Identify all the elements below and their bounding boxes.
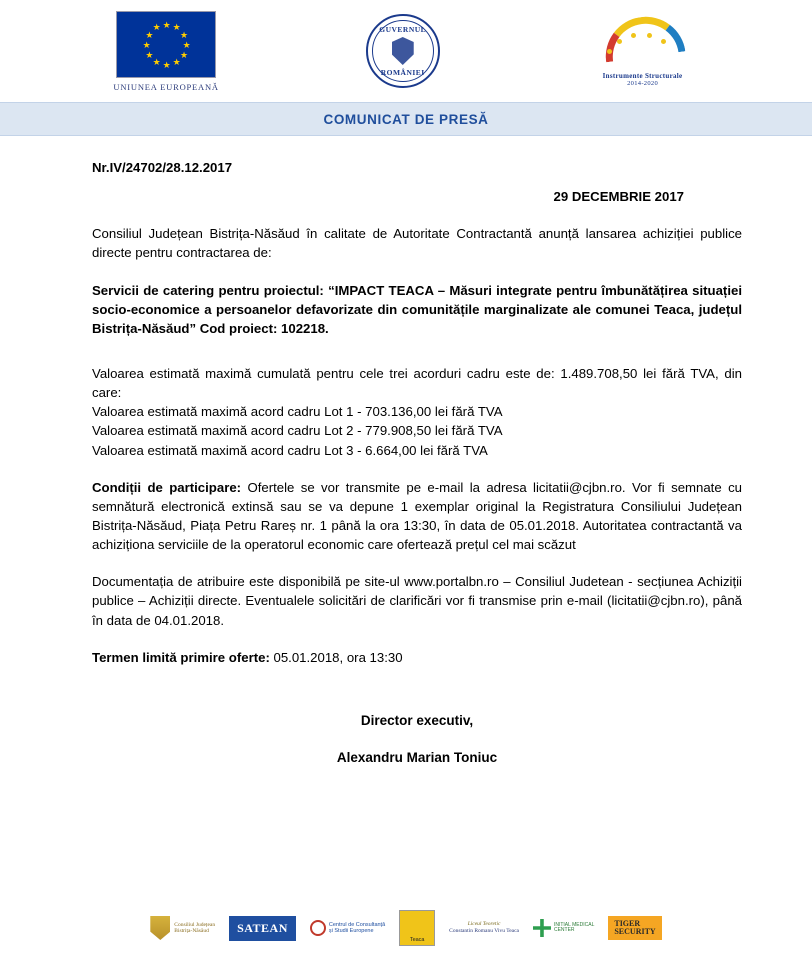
document-body bbox=[0, 136, 812, 768]
tiger-security-logo-icon bbox=[608, 916, 661, 941]
signature-name: Alexandru Marian Toniuc bbox=[336, 750, 498, 766]
conditions-text: Ofertele se vor transmite pe e-mail la adresa licitatii@cjbn.ro. Vor fi semnate cu semnătură electronică extinsă sau se va depune 1 exemplar original la Registratura Consiliului Județean Bistrița-Năsăud, Piața Petru Rareș nr. 1 până la ora 13:30, în data de 05.01.2018. Autoritatea contractantă va achiziționa serviciile de la operatorul economic care ofertează prețul cel mai scăzut bbox=[92, 479, 742, 553]
tiger-logo-line1: TIGER bbox=[614, 918, 641, 928]
eu-star-icon: ★ bbox=[152, 56, 161, 67]
si-arc-shape bbox=[600, 12, 685, 63]
deadline-paragraph bbox=[92, 648, 742, 667]
signature-block bbox=[92, 711, 742, 768]
subject-label: Servicii de catering pentru proiectul: bbox=[92, 282, 324, 298]
structural-instruments-logo-slot bbox=[587, 15, 699, 87]
conditions-label: Condiții de participare: bbox=[92, 479, 242, 495]
deadline-value: 05.01.2018, ora 13:30 bbox=[269, 649, 403, 665]
si-star-dot bbox=[631, 33, 636, 38]
eu-star-icon: ★ bbox=[182, 39, 191, 50]
eu-star-icon: ★ bbox=[179, 49, 189, 60]
medical-logo-line1: INITIAL MEDICAL bbox=[553, 921, 595, 928]
estimated-values-block bbox=[92, 364, 742, 460]
liceul-teoretic-logo-icon bbox=[449, 921, 519, 934]
school-logo-line2: Constantin Romanu Vivu Teaca bbox=[449, 928, 519, 934]
lot1-value-line: Valoarea estimată maximă acord cadru Lot 1 - 703.136,00 lei fără TVA bbox=[92, 404, 503, 420]
eu-flag-icon bbox=[116, 11, 216, 78]
eu-star-icon: ★ bbox=[145, 49, 154, 60]
gov-seal-top-text: GUVERNUL bbox=[379, 25, 427, 34]
si-logo-line2: 2014-2020 bbox=[627, 80, 658, 87]
gov-seal-bottom-text: ROMÂNIEI bbox=[380, 68, 425, 77]
school-logo-line1: Liceul Teoretic bbox=[467, 921, 501, 928]
deadline-label: Termen limită primire oferte: bbox=[92, 649, 270, 665]
si-star-dot bbox=[647, 33, 652, 38]
eu-logo-slot bbox=[113, 11, 218, 92]
eu-star-icon: ★ bbox=[172, 22, 181, 33]
subject-text: “IMPACT TEACA – Măsuri integrate pentru îmbunătățirea situației socio-economice a persoanelor defavorizate din comunitățile marginalizate ale comunei Teaca, județul Bistrița-Năsăud” Cod proiect: 102218. bbox=[92, 282, 742, 336]
subject-paragraph bbox=[92, 281, 742, 338]
county-shield-icon bbox=[150, 916, 170, 940]
document-number: Nr.IV/24702/28.12.2017 bbox=[92, 160, 233, 175]
eu-star-icon: ★ bbox=[179, 29, 189, 40]
participation-conditions-paragraph bbox=[92, 478, 742, 555]
header-logo-band bbox=[0, 0, 812, 102]
eu-star-icon: ★ bbox=[162, 19, 171, 30]
ccse-logo-line2: și Studii Europene bbox=[328, 928, 374, 934]
eu-star-icon: ★ bbox=[152, 22, 161, 33]
medical-logo-line2: CENTER bbox=[553, 927, 575, 933]
gov-crest-icon bbox=[392, 37, 414, 65]
lot2-value-line: Valoarea estimată maximă acord cadru Lot 2 - 779.908,50 lei fără TVA bbox=[92, 423, 503, 439]
county-logo-line1: Consiliul Județean bbox=[174, 921, 216, 928]
si-star-dot bbox=[661, 39, 666, 44]
si-star-dot bbox=[617, 39, 622, 44]
medical-cross-icon bbox=[533, 919, 551, 937]
gov-logo-slot bbox=[366, 14, 440, 88]
document-date: 29 DECEMBRIE 2017 bbox=[553, 189, 684, 205]
eu-star-icon: ★ bbox=[162, 59, 171, 70]
eu-star-icon: ★ bbox=[145, 29, 154, 40]
eu-star-icon: ★ bbox=[142, 39, 151, 50]
intro-paragraph: Consiliul Județean Bistrița-Năsăud în calitate de Autoritate Contractantă anunță lansarea achiziției publice directe pentru contractarea de: bbox=[92, 226, 742, 261]
romanian-government-seal-icon bbox=[366, 14, 440, 88]
si-star-dot bbox=[607, 49, 612, 54]
satean-logo-icon: SATEAN bbox=[229, 916, 296, 941]
press-release-title-bar bbox=[0, 102, 812, 136]
ccse-logo-icon bbox=[310, 920, 385, 936]
lot3-value-line: Valoarea estimată maximă acord cadru Lot 3 - 6.664,00 lei fără TVA bbox=[92, 442, 488, 458]
county-logo-line2: Bistrița-Năsăud bbox=[174, 928, 209, 934]
comuna-teaca-logo-icon: Teaca bbox=[399, 910, 435, 946]
total-value-line: Valoarea estimată maximă cumulată pentru cele trei acorduri cadru este de: 1.489.708,50 lei fără TVA, din care: bbox=[92, 365, 742, 401]
ccse-logo-line1: Centrul de Consultanță bbox=[328, 921, 386, 928]
footer-partner-logos bbox=[0, 898, 812, 958]
medical-center-logo-icon bbox=[533, 919, 594, 937]
bistrita-nasaud-county-logo-icon bbox=[150, 916, 215, 940]
eu-star-icon: ★ bbox=[172, 56, 181, 67]
si-logo-line1: Instrumente Structurale bbox=[602, 72, 683, 80]
structural-instruments-icon bbox=[587, 15, 699, 87]
eu-logo-caption: UNIUNEA EUROPEANĂ bbox=[113, 81, 219, 92]
documentation-paragraph: Documentația de atribuire este disponibilă pe site-ul www.portalbn.ro – Consiliul Judetean - secțiunea Achiziții publice – Achiziții directe. Eventualele solicitări de clarificări vor fi transmise prin e-mail (licitatii@cjbn.ro), până în data de 04.01.2018. bbox=[92, 574, 742, 628]
page-title: COMUNICAT DE PRESĂ bbox=[323, 111, 489, 127]
signature-title: Director executiv, bbox=[360, 712, 474, 728]
tiger-logo-line2: SECURITY bbox=[614, 927, 656, 936]
ccse-mark-icon bbox=[310, 920, 326, 936]
